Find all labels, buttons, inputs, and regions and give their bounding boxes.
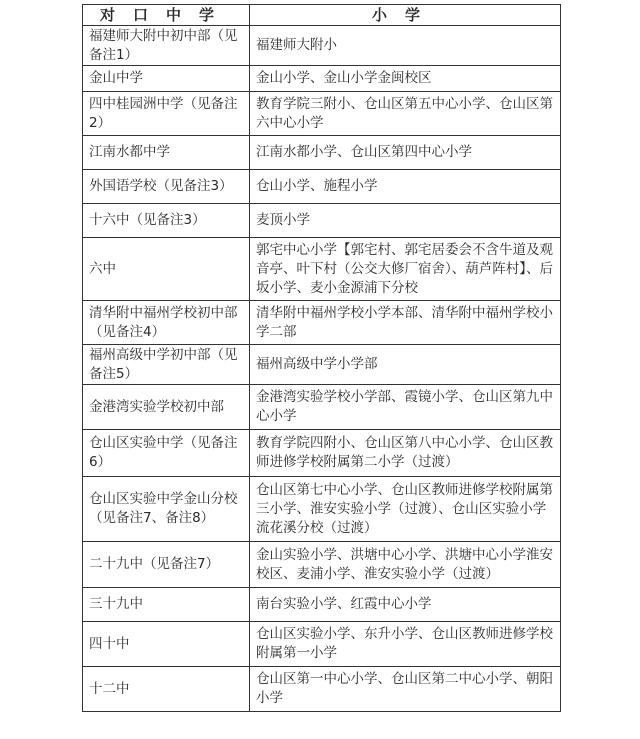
- primary-school-cell: 福州高级中学小学部: [250, 345, 561, 385]
- table-row: [83, 92, 561, 136]
- table-header-row: [83, 5, 561, 26]
- table-row: [83, 26, 561, 66]
- primary-school-cell: 仓山区第七中心小学、仓山区教师进修学校附属第三小学、淮安实验小学（过渡）、仓山区实验小学流花溪分校（过渡）: [250, 477, 561, 542]
- table-row: [83, 301, 561, 345]
- primary-school-cell: 仓山区实验小学、东升小学、仓山区教师进修学校附属第一小学: [250, 622, 561, 667]
- primary-school-cell: 教育学院四附小、仓山区第八中心小学、仓山区教师进修学校附属第二小学（过渡）: [250, 430, 561, 477]
- table-row: [83, 238, 561, 301]
- table-row: [83, 385, 561, 430]
- table-row: [83, 66, 561, 92]
- primary-school-cell: 金山实验小学、洪塘中心小学、洪塘中心小学淮安校区、麦浦小学、淮安实验小学（过渡）: [250, 542, 561, 588]
- middle-school-cell: 仓山区实验中学金山分校（见备注7、备注8）: [83, 477, 250, 542]
- table-row: [83, 667, 561, 712]
- middle-school-cell: 外国语学校（见备注3）: [83, 170, 250, 204]
- table-row: [83, 622, 561, 667]
- primary-school-cell: 教育学院三附小、仓山区第五中心小学、仓山区第六中心小学: [250, 92, 561, 136]
- table-row: [83, 477, 561, 542]
- table-row: [83, 430, 561, 477]
- primary-school-cell: 福建师大附小: [250, 26, 561, 66]
- header-primary-school: 小学: [250, 5, 561, 26]
- middle-school-cell: 三十九中: [83, 588, 250, 622]
- primary-school-cell: 南台实验小学、红霞中心小学: [250, 588, 561, 622]
- middle-school-cell: 六中: [83, 238, 250, 301]
- primary-school-cell: 清华附中福州学校小学本部、清华附中福州学校小学二部: [250, 301, 561, 345]
- header-middle-school: 对口中学: [83, 5, 250, 26]
- primary-school-cell: 江南水都小学、仓山区第四中心小学: [250, 136, 561, 170]
- table-row: [83, 542, 561, 588]
- school-district-table: [82, 4, 561, 712]
- middle-school-cell: 福州高级中学初中部（见备注5）: [83, 345, 250, 385]
- middle-school-cell: 江南水都中学: [83, 136, 250, 170]
- middle-school-cell: 二十九中（见备注7）: [83, 542, 250, 588]
- primary-school-cell: 郭宅中心小学【郭宅村、郭宅居委会不含牛道及观音亭、叶下村（公交大修厂宿舍）、葫芦阵村】、后坂小学、麦小金源浦下分校: [250, 238, 561, 301]
- primary-school-cell: 仓山区第一中心小学、仓山区第二中心小学、朝阳小学: [250, 667, 561, 712]
- primary-school-cell: 麦顶小学: [250, 204, 561, 238]
- primary-school-cell: 金山小学、金山小学金闽校区: [250, 66, 561, 92]
- middle-school-cell: 四中桂园洲中学（见备注2）: [83, 92, 250, 136]
- middle-school-cell: 四十中: [83, 622, 250, 667]
- primary-school-cell: 金港湾实验学校小学部、霞镜小学、仓山区第九中心小学: [250, 385, 561, 430]
- middle-school-cell: 十二中: [83, 667, 250, 712]
- table-row: [83, 170, 561, 204]
- middle-school-cell: 十六中（见备注3）: [83, 204, 250, 238]
- table-row: [83, 136, 561, 170]
- middle-school-cell: 金港湾实验学校初中部: [83, 385, 250, 430]
- middle-school-cell: 金山中学: [83, 66, 250, 92]
- primary-school-cell: 仓山小学、施程小学: [250, 170, 561, 204]
- middle-school-cell: 仓山区实验中学（见备注6）: [83, 430, 250, 477]
- table-row: [83, 345, 561, 385]
- table-row: [83, 204, 561, 238]
- middle-school-cell: 清华附中福州学校初中部（见备注4）: [83, 301, 250, 345]
- middle-school-cell: 福建师大附中初中部（见备注1）: [83, 26, 250, 66]
- table-row: [83, 588, 561, 622]
